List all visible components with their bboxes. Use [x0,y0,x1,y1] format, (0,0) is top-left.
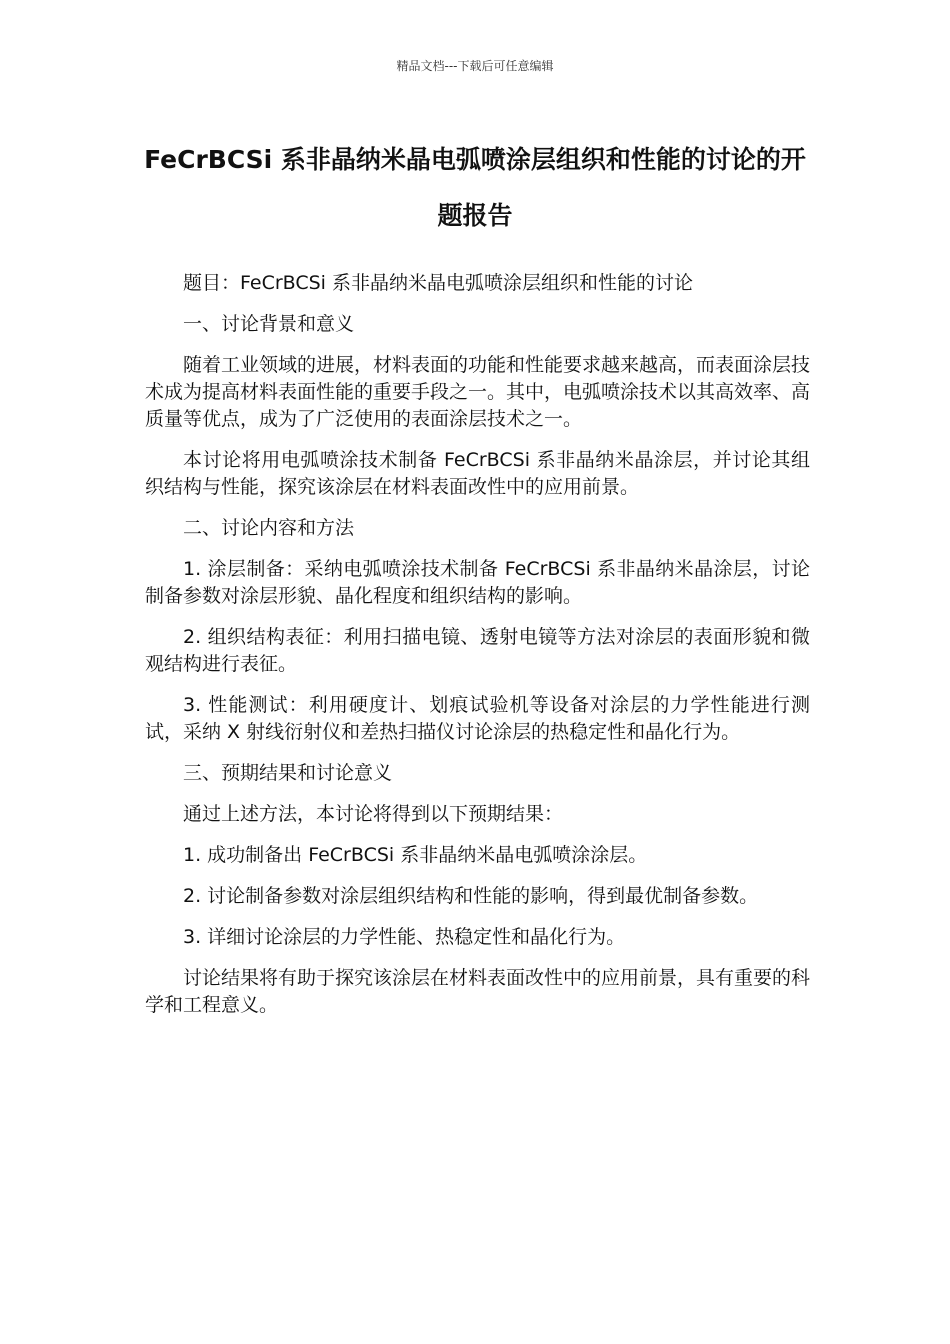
paragraph-purpose: 本讨论将用电弧喷涂技术制备 FeCrBCSi 系非晶纳米晶涂层，并讨论其组织结构与性能，探究该涂层在材料表面改性中的应用前景。 [145,449,810,498]
expected-result-item-2: 2. 讨论制备参数对涂层组织结构和性能的影响，得到最优制备参数。 [183,885,759,907]
document-body [145,270,810,1033]
section-heading-content-methods: 二、讨论内容和方法 [183,517,355,539]
expected-result-item-1: 1. 成功制备出 FeCrBCSi 系非晶纳米晶电弧喷涂涂层。 [183,844,648,866]
method-item-structure-characterization: 2. 组织结构表征：利用扫描电镜、透射电镜等方法对涂层的表面形貌和微观结构进行表征。 [145,626,810,675]
paragraph-background: 随着工业领域的进展，材料表面的功能和性能要求越来越高，而表面涂层技术成为提高材料表面性能的重要手段之一。其中，电弧喷涂技术以其高效率、高质量等优点，成为了广泛使用的表面涂层技术之一。 [145,354,811,430]
method-item-performance-testing: 3. 性能测试：利用硬度计、划痕试验机等设备对涂层的力学性能进行测试，采纳 X 射线衍射仪和差热扫描仪讨论涂层的热稳定性和晶化行为。 [145,694,810,743]
header-note: 精品文档---下载后可任意编辑 [396,59,554,73]
expected-result-item-3: 3. 详细讨论涂层的力学性能、热稳定性和晶化行为。 [183,926,626,948]
section-heading-expected-results: 三、预期结果和讨论意义 [183,762,393,784]
expected-results-intro: 通过上述方法，本讨论将得到以下预期结果： [183,803,564,825]
topic-line: 题目：FeCrBCSi 系非晶纳米晶电弧喷涂层组织和性能的讨论 [183,272,694,294]
section-heading-background: 一、讨论背景和意义 [183,313,355,335]
paragraph-significance: 讨论结果将有助于探究该涂层在材料表面改性中的应用前景，具有重要的科学和工程意义。 [145,967,811,1016]
method-item-coating-preparation: 1. 涂层制备：采纳电弧喷涂技术制备 FeCrBCSi 系非晶纳米晶涂层，讨论制备参数对涂层形貌、晶化程度和组织结构的影响。 [145,558,810,607]
document-title: FeCrBCSi 系非晶纳米晶电弧喷涂层组织和性能的讨论的开题报告 [144,145,806,230]
